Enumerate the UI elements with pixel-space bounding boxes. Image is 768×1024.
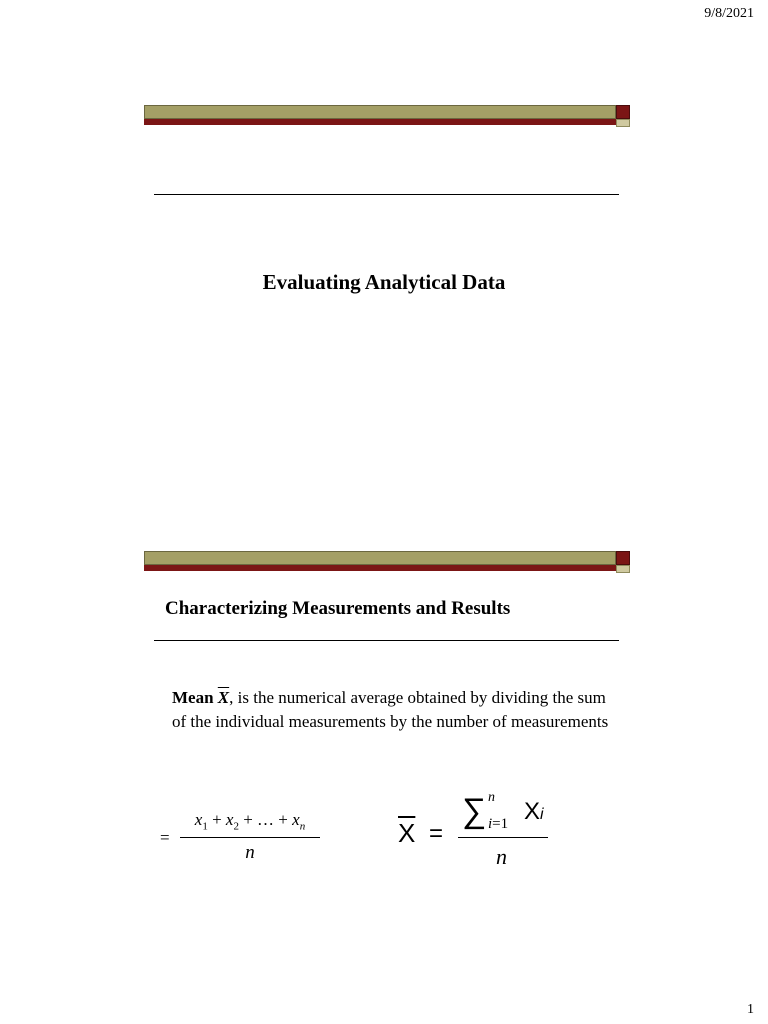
- formula-numerator: $x_1 + x_2$ + … + $x_n$: [194, 810, 306, 833]
- equals-sign: =: [160, 828, 170, 847]
- mean-formula-summation: [396, 790, 566, 880]
- mean-definition: [172, 686, 622, 734]
- slide-title: Evaluating Analytical Data: [262, 270, 506, 294]
- fraction-bar: [458, 837, 548, 838]
- formula-lhs: $\overline{X}$: [398, 818, 416, 848]
- formula-denominator: n: [245, 842, 255, 863]
- slide-banner: [144, 551, 630, 573]
- equals-sign: =: [429, 820, 444, 847]
- fraction-bar: [180, 837, 320, 838]
- mean-description: , is the numerical average obtained by dividing the sum of the individual measurements by the number of measurements: [172, 688, 609, 731]
- banner-olive-bar: [144, 105, 616, 119]
- sum-term: Xi: [524, 798, 544, 825]
- title-rule: [154, 194, 619, 195]
- banner-red-bar: [144, 565, 616, 571]
- banner-red-bar: [144, 119, 616, 125]
- slide-heading: Characterizing Measurements and Results: [165, 598, 511, 619]
- header-date: 9/8/2021: [704, 6, 754, 21]
- banner-olive-square: [616, 565, 630, 573]
- mean-term: Mean: [172, 688, 214, 707]
- banner-red-square: [616, 551, 630, 565]
- banner-olive-bar: [144, 551, 616, 565]
- formula-denominator: n: [496, 844, 507, 869]
- sigma-icon: ∑: [462, 792, 487, 830]
- mean-symbol: $\overline{X}$: [217, 688, 230, 707]
- sum-lower-limit: i=1: [488, 816, 509, 832]
- banner-olive-square: [616, 119, 630, 127]
- slide-banner: [144, 105, 630, 127]
- page-number: 1: [747, 1002, 754, 1017]
- banner-red-square: [616, 105, 630, 119]
- mean-formula-expanded: [160, 808, 360, 868]
- heading-rule: [154, 640, 619, 641]
- sum-upper-limit: n: [488, 790, 495, 805]
